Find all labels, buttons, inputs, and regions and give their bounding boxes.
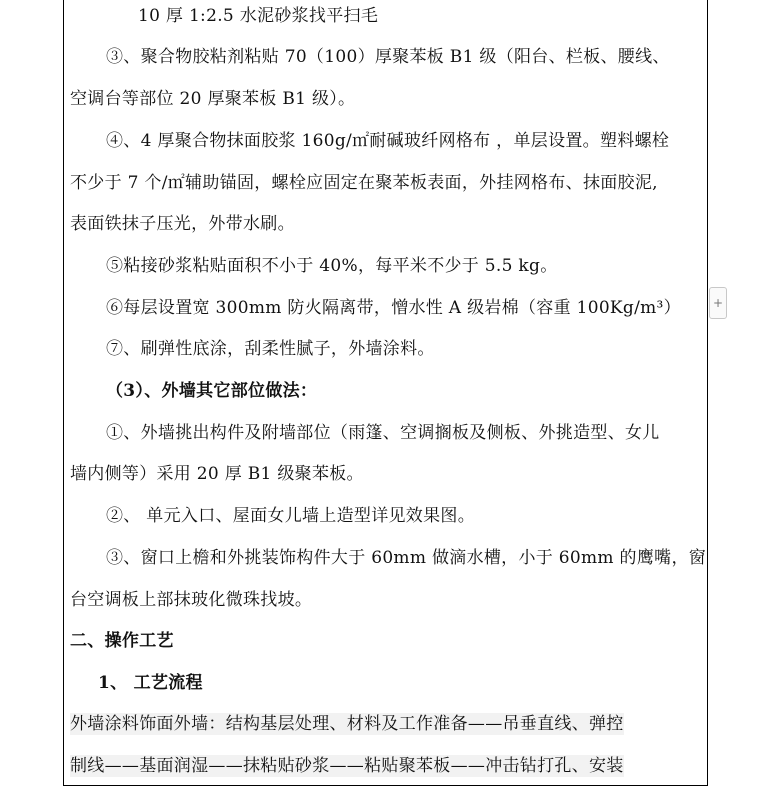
section-heading: （3）、外墙其它部位做法：	[106, 381, 318, 401]
table-border-bottom	[63, 785, 708, 786]
text-line: 表面铁抹子压光，外带水刷。	[70, 214, 295, 234]
text-line: 制线——基面润湿——抹粘贴砂浆——粘贴聚苯板——冲击钻打孔、安装	[70, 756, 624, 776]
text-line: 10 厚 1:2.5 水泥砂浆找平扫毛	[138, 6, 379, 26]
subsection-heading: 1、 工艺流程	[98, 673, 203, 693]
text-line: 外墙涂料饰面外墙：结构基层处理、材料及工作准备——吊垂直线、弹控	[70, 714, 624, 734]
text-line: 空调台等部位 20 厚聚苯板 B1 级）。	[70, 89, 356, 109]
text-line: 台空调板上部抹玻化微珠找坡。	[70, 590, 313, 610]
text-line: ④、4 厚聚合物抹面胶浆 160g/㎡耐碱玻纤网格布 ，单层设置。塑料螺栓	[106, 131, 670, 151]
text-line: ⑤粘接砂浆粘贴面积不小于 40%，每平米不少于 5.5 kg。	[106, 256, 558, 276]
text-line: ⑦、刷弹性底涂，刮柔性腻子，外墙涂料。	[106, 339, 435, 359]
text-line: ③、窗口上檐和外挑装饰构件大于 60mm 做滴水槽，小于 60mm 的鹰嘴，窗	[106, 548, 707, 568]
text-line: 不少于 7 个/㎡辅助锚固，螺栓应固定在聚苯板表面，外挂网格布、抹面胶泥,	[70, 173, 658, 193]
expand-button[interactable]	[709, 287, 727, 319]
text-line: ③、聚合物胶粘剂粘贴 70（100）厚聚苯板 B1 级（阳台、栏板、腰线、	[106, 47, 670, 67]
text-line: 墙内侧等）采用 20 厚 B1 级聚苯板。	[70, 464, 364, 484]
text-line: ②、 单元入口、屋面女儿墙上造型详见效果图。	[106, 506, 476, 526]
section-heading: 二、操作工艺	[70, 631, 174, 651]
table-border-right	[707, 0, 708, 786]
text-line: ⑥每层设置宽 300mm 防火隔离带，憎水性 A 级岩棉（容重 100Kg/m³）	[106, 298, 681, 318]
text-line: ①、外墙挑出构件及附墙部位（雨篷、空调搁板及侧板、外挑造型、女儿	[106, 423, 660, 443]
table-border-left	[63, 0, 64, 786]
plus-icon: +	[712, 296, 724, 310]
